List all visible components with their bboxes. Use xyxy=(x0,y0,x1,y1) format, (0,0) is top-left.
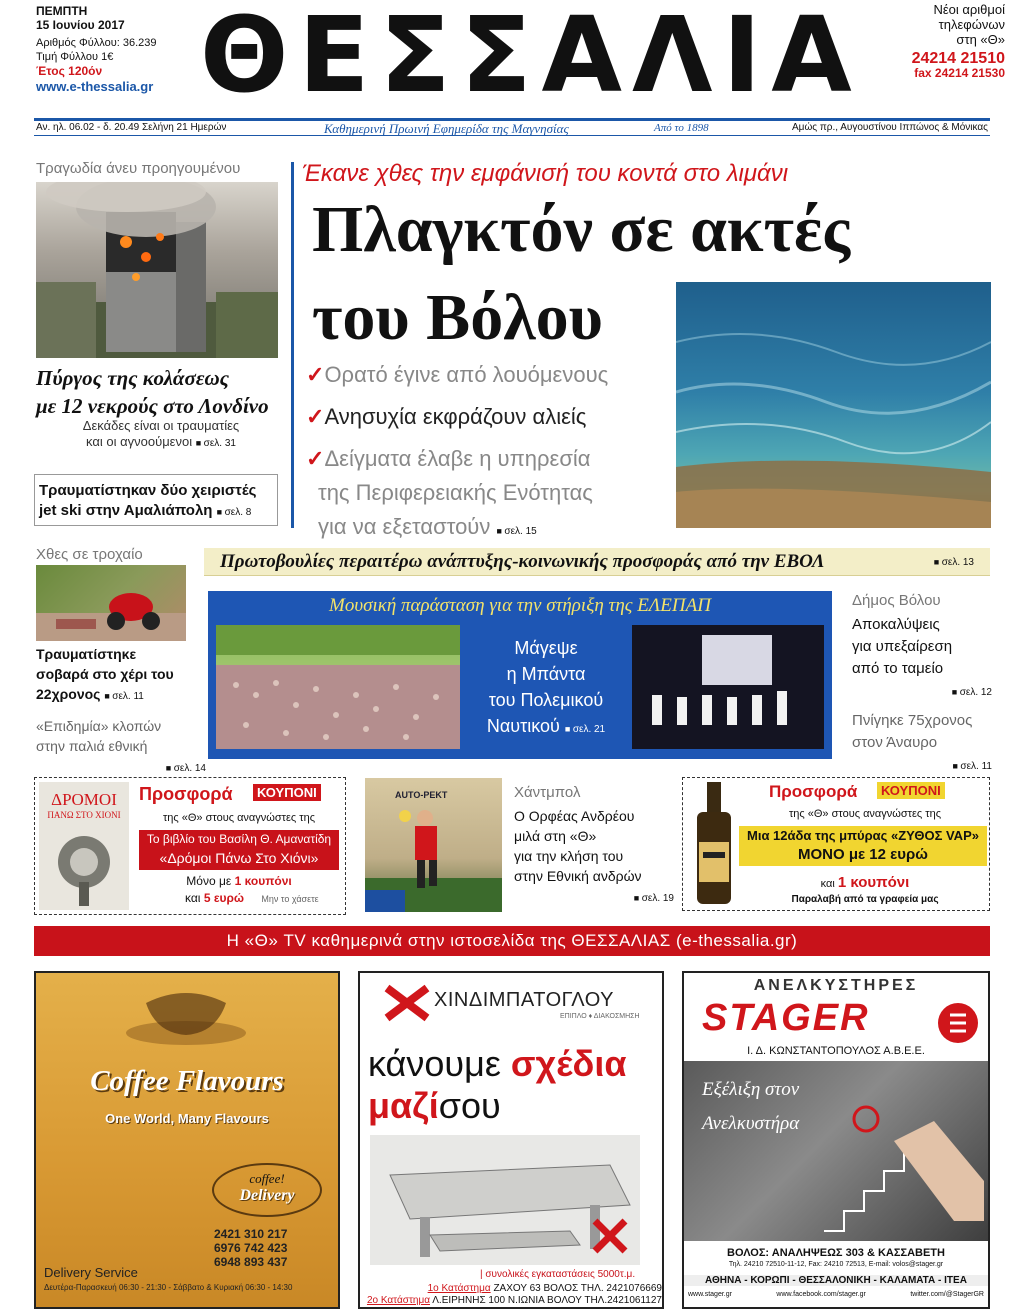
strap-motto: Καθημερινή Πρωινή Εφημερίδα της Μαγνησίας xyxy=(324,121,569,136)
fax-number: fax 24214 21530 xyxy=(914,66,1005,80)
handball-line-1: Ο Ορφέας Ανδρέου xyxy=(514,808,635,824)
chindibatoglou-logo-icon xyxy=(382,983,432,1023)
elepap-line-4: Ναυτικού xyxy=(486,716,560,736)
book-cover xyxy=(39,782,129,910)
book-title-2: ΠΑΝΩ ΣΤΟ ΧΙΟΝΙ xyxy=(47,810,121,820)
jetski-line-2: jet ski στην Αμαλιάπολη xyxy=(39,502,213,519)
drowned-line-1: Πνίγηκε 75χρονος xyxy=(852,712,973,729)
accident-line-1: Τραυματίστηκε xyxy=(36,646,137,662)
coffee-cup-icon xyxy=(106,983,266,1053)
lead-bullet-3-line-2: της Περιφερειακής Ενότητας xyxy=(318,480,593,505)
elepap-page-ref: ■ σελ. 21 xyxy=(565,724,605,735)
stager-address-1: ΒΟΛΟΣ: ΑΝΑΛΗΨΕΩΣ 303 & ΚΑΣΣΑΒΕΤΗ xyxy=(727,1247,945,1259)
london-kicker: Τραγωδία άνευ προηγουμένου xyxy=(36,160,241,177)
coffee-phone-3[interactable]: 6948 893 437 xyxy=(214,1255,288,1269)
lead-bullet-3: ✓Δείγματα έλαβε η υπηρεσία xyxy=(306,446,591,471)
thefts-page-ref: ■ σελ. 14 xyxy=(166,763,206,774)
book-title-1: ΔΡΟΜΟΙ xyxy=(51,790,117,809)
phones-title-2: τηλεφώνων xyxy=(938,17,1005,32)
coffee-phones xyxy=(214,1227,338,1269)
coffee-phone-2[interactable]: 6976 742 423 xyxy=(214,1241,288,1255)
furniture-installs: | συνολικές εγκαταστάσεις 5000τ.μ. xyxy=(480,1269,636,1280)
coffee-service: Delivery Service xyxy=(44,1265,138,1280)
municipality-line-3: από το ταμείο xyxy=(852,660,944,677)
coffee-tagline: One World, Many Flavours xyxy=(105,1111,269,1126)
coffee-brand: Coffee Flavours xyxy=(90,1065,284,1097)
london-page-ref: ■ σελ. 31 xyxy=(196,438,236,449)
strap-since: Από το 1898 xyxy=(654,122,709,134)
municipality-kicker: Δήμος Βόλου xyxy=(852,592,941,609)
furniture-sketch-image xyxy=(370,1135,640,1265)
furniture-store-2: 2ο Κατάστημα Λ.ΕΙΡΗΝΗΣ 100 Ν.ΙΩΝΙΑ ΒΟΛΟΥ ΤΗΛ.2421061127 xyxy=(366,1295,662,1306)
stager-web[interactable]: www.stager.gr xyxy=(688,1291,732,1298)
coupon-beer[interactable] xyxy=(682,777,990,911)
issue-price: Τιμή Φύλλου 1€ xyxy=(36,51,114,63)
ad-coffee-flavours[interactable] xyxy=(34,971,340,1309)
drowned-line-2: στον Άναυρο xyxy=(852,734,938,751)
furniture-slogan-2: μαζίσου xyxy=(368,1085,501,1126)
handball-line-3: για την κλήση του xyxy=(514,848,624,864)
beer-line-5: Παραλαβή από τα γραφεία μας xyxy=(791,894,939,905)
stager-logo-icon xyxy=(936,1001,980,1045)
website-link[interactable]: www.e-thessalia.gr xyxy=(36,79,154,94)
ad-chindibatoglou[interactable] xyxy=(358,971,664,1309)
elepap-line-2: η Μπάντα xyxy=(506,664,586,684)
elepap-story xyxy=(466,635,626,743)
elepap-band-photo xyxy=(632,625,824,749)
furniture-slogan-1: κάνουμε σχέδια xyxy=(368,1043,627,1084)
coffee-phone-1[interactable]: 2421 310 217 xyxy=(214,1227,288,1241)
handball-kicker: Χάντμπολ xyxy=(514,784,581,801)
furniture-brand-sub: ΕΠΙΠΛΟ ♦ ΔΙΑΚΟΣΜΗΣΗ xyxy=(560,1013,640,1020)
london-headline xyxy=(36,364,286,420)
furniture-store-1: 1ο Κατάστημα ΖΑΧΟΥ 63 ΒΟΛΟΣ ΤΗΛ. 2421076669 xyxy=(427,1283,662,1294)
handball-line-4: στην Εθνική ανδρών xyxy=(514,868,642,884)
stager-hero-image xyxy=(684,1061,988,1241)
stager-company: Ι. Δ. ΚΩΝΣΤΑΝΤΟΠΟΥΛΟΣ Α.Β.Ε.Ε. xyxy=(747,1045,925,1057)
furniture-brand: ΧΙΝΔΙΜΠΑΤΟΓΛΟΥ xyxy=(434,989,614,1011)
stager-header: ΑΝΕΛΚΥΣΤΗΡΕΣ xyxy=(753,977,919,994)
coffee-delivery-badge xyxy=(212,1163,322,1217)
beer-offer: Προσφορά xyxy=(769,782,858,801)
coffee-hours: Δευτέρα-Παρασκευή 06:30 - 21:30 - Σάββατο & Κυριακή 06:30 - 14:30 xyxy=(44,1283,293,1292)
stager-address-2: Τηλ. 24210 72510-11-12, Fax: 24210 72513, E-mail: volos@stager.gr xyxy=(728,1261,944,1268)
stager-slogan-1: Εξέλιξη στον xyxy=(702,1079,800,1100)
book-line-1: της «Θ» στους αναγνώστες της xyxy=(162,812,316,824)
stager-facebook[interactable]: www.facebook.com/stager.gr xyxy=(776,1291,866,1298)
beer-price-line: και 1 κουπόνι xyxy=(820,874,910,891)
london-sub-1: Δεκάδες είναι οι τραυματίες xyxy=(82,418,240,433)
evol-page-ref: ■ σελ. 13 xyxy=(934,557,974,568)
stager-cities: ΑΘΗΝΑ - ΚΟΡΩΠΙ - ΘΕΣΣΑΛΟΝΙΚΗ - ΚΑΛΑΜΑΤΑ - ΙΤΕΑ xyxy=(684,1275,988,1286)
masthead-strap xyxy=(34,118,990,136)
beer-highlight xyxy=(739,826,987,866)
evol-band xyxy=(204,548,990,576)
book-coupon-label: ΚΟΥΠΟΝΙ xyxy=(253,784,321,801)
ad-stager[interactable] xyxy=(682,971,990,1309)
stager-slogan-2: Ανελκυστήρα xyxy=(702,1113,800,1134)
accident-kicker: Χθες σε τροχαίο xyxy=(36,546,143,563)
beer-line-2: Μια 12άδα της μπύρας «ΖΥΘΟΣ VAP» xyxy=(747,828,979,843)
elepap-line-3: του Πολεμικού xyxy=(488,690,604,710)
elepap-title: Μουσική παράσταση για την στήριξη της ΕΛΕΠΑΠ xyxy=(329,595,711,616)
lead-bullet-2: ✓Ανησυχία εκφράζουν αλιείς xyxy=(306,404,587,429)
phone-number: 24214 21510 xyxy=(911,50,1005,67)
municipality-line-1: Αποκαλύψεις xyxy=(852,616,940,633)
accident-story xyxy=(36,644,206,707)
accident-page-ref: ■ σελ. 11 xyxy=(104,691,144,702)
book-offer: Προσφορά xyxy=(139,784,233,804)
issue-number: Αριθμός Φύλλου: 36.239 xyxy=(36,37,157,49)
evol-headline: Πρωτοβουλίες περαιτέρω ανάπτυξης-κοινωνικής προσφοράς από την ΕΒΟΛ xyxy=(220,551,825,572)
lead-bullet-1: ✓Ορατό έγινε από λουόμενους xyxy=(306,362,609,387)
strap-astronomy: Αν. ηλ. 06.02 - δ. 20.49 Σελήνη 21 Ημερών xyxy=(36,122,227,133)
book-price-line-2: και 5 ευρώ Μην το χάσετε xyxy=(185,891,319,905)
strap-nameday: Αμώς πρ., Αυγουστίνου Ιππώνος & Μόνικας xyxy=(792,122,988,133)
handball-line-2: μιλά στη «Θ» xyxy=(514,828,597,844)
lead-page-ref: ■ σελ. 15 xyxy=(496,526,536,537)
stager-web-links xyxy=(688,1291,984,1298)
handball-photo-sign: AUTO-PEKT xyxy=(395,790,448,800)
jetski-story xyxy=(34,474,278,526)
london-subhead xyxy=(36,418,286,452)
issue-year: Έτος 120όν xyxy=(36,64,103,78)
handball-photo xyxy=(365,778,502,912)
handball-story xyxy=(514,806,674,909)
new-phone-numbers xyxy=(855,2,1005,81)
accident-photo xyxy=(36,565,186,641)
handball-page-ref: ■ σελ. 19 xyxy=(634,893,674,904)
drowned-page-ref: ■ σελ. 11 xyxy=(952,761,992,772)
elepap-box xyxy=(208,591,832,759)
coffee-badge-2: Delivery xyxy=(239,1187,295,1204)
issue-date: 15 Ιουνίου 2017 xyxy=(36,18,125,32)
municipality-line-2: για υπεξαίρεση xyxy=(852,638,953,655)
stager-twitter[interactable]: twitter.com/@StagerGR xyxy=(910,1291,984,1298)
accident-line-2: σοβαρά στο χέρι του xyxy=(36,666,174,682)
newspaper-title: ΘΕΣΣΑΛΙΑ xyxy=(200,0,862,116)
stager-brand: STAGER xyxy=(702,997,870,1039)
municipality-page-ref: ■ σελ. 12 xyxy=(952,687,992,698)
thefts-story xyxy=(36,716,206,779)
lead-headline-line-2: του Βόλου xyxy=(312,281,603,354)
drowned-story xyxy=(852,710,992,778)
book-highlight xyxy=(139,830,339,870)
beer-line-1: της «Θ» στους αναγνώστες της xyxy=(788,808,942,820)
masthead-info xyxy=(36,4,206,94)
phones-title-3: στη «Θ» xyxy=(956,32,1005,47)
lead-kicker: Έκανε χθες την εμφάνισή του κοντά στο λιμάνι xyxy=(302,160,789,187)
jetski-line-1: Τραυματίστηκαν δύο χειριστές xyxy=(39,482,257,499)
book-price-line: Μόνο με 1 κουπόνι xyxy=(186,874,292,888)
london-headline-line-2: με 12 νεκρούς στο Λονδίνο xyxy=(36,394,269,418)
coffee-badge-1: coffee! xyxy=(249,1171,285,1186)
beer-coupon-label: ΚΟΥΠΟΝΙ xyxy=(877,782,945,799)
tv-banner[interactable]: Η «Θ» TV καθημερινά στην ιστοσελίδα της ΘΕΣΣΑΛΙΑΣ (e-thessalia.gr) xyxy=(34,926,990,956)
coupon-book[interactable] xyxy=(34,777,346,915)
book-line-3: «Δρόμοι Πάνω Στο Χιόνι» xyxy=(159,850,319,866)
issue-day: ΠΕΜΠΤΗ xyxy=(36,4,88,18)
lead-divider xyxy=(291,162,294,528)
lead-headline-line-1: Πλαγκτόν σε ακτές xyxy=(312,193,851,266)
london-fire-photo xyxy=(36,182,278,358)
london-headline-line-1: Πύργος της κολάσεως xyxy=(36,366,230,390)
elepap-crowd-photo xyxy=(216,625,460,749)
beer-bottle-image xyxy=(689,782,739,906)
london-sub-2: και οι αγνοούμενοι xyxy=(86,434,193,449)
jetski-page-ref: ■ σελ. 8 xyxy=(217,507,252,518)
sea-plankton-photo xyxy=(676,282,991,528)
book-line-2: Το βιβλίο του Βασίλη Θ. Αμανατίδη xyxy=(146,832,332,846)
elepap-line-1: Μάγεψε xyxy=(514,638,578,658)
accident-line-3: 22χρονος xyxy=(36,686,101,702)
lead-bullet-3-line-3: για να εξεταστούν ■ σελ. 15 xyxy=(306,510,676,549)
municipality-story xyxy=(852,614,992,704)
lead-bullets xyxy=(306,358,676,549)
thefts-line-1: «Επιδημία» κλοπών xyxy=(36,718,162,734)
phones-title-1: Νέοι αριθμοί xyxy=(933,2,1005,17)
thefts-line-2: στην παλιά εθνική xyxy=(36,738,148,754)
beer-line-3: ΜΟΝΟ με 12 ευρώ xyxy=(798,846,928,863)
